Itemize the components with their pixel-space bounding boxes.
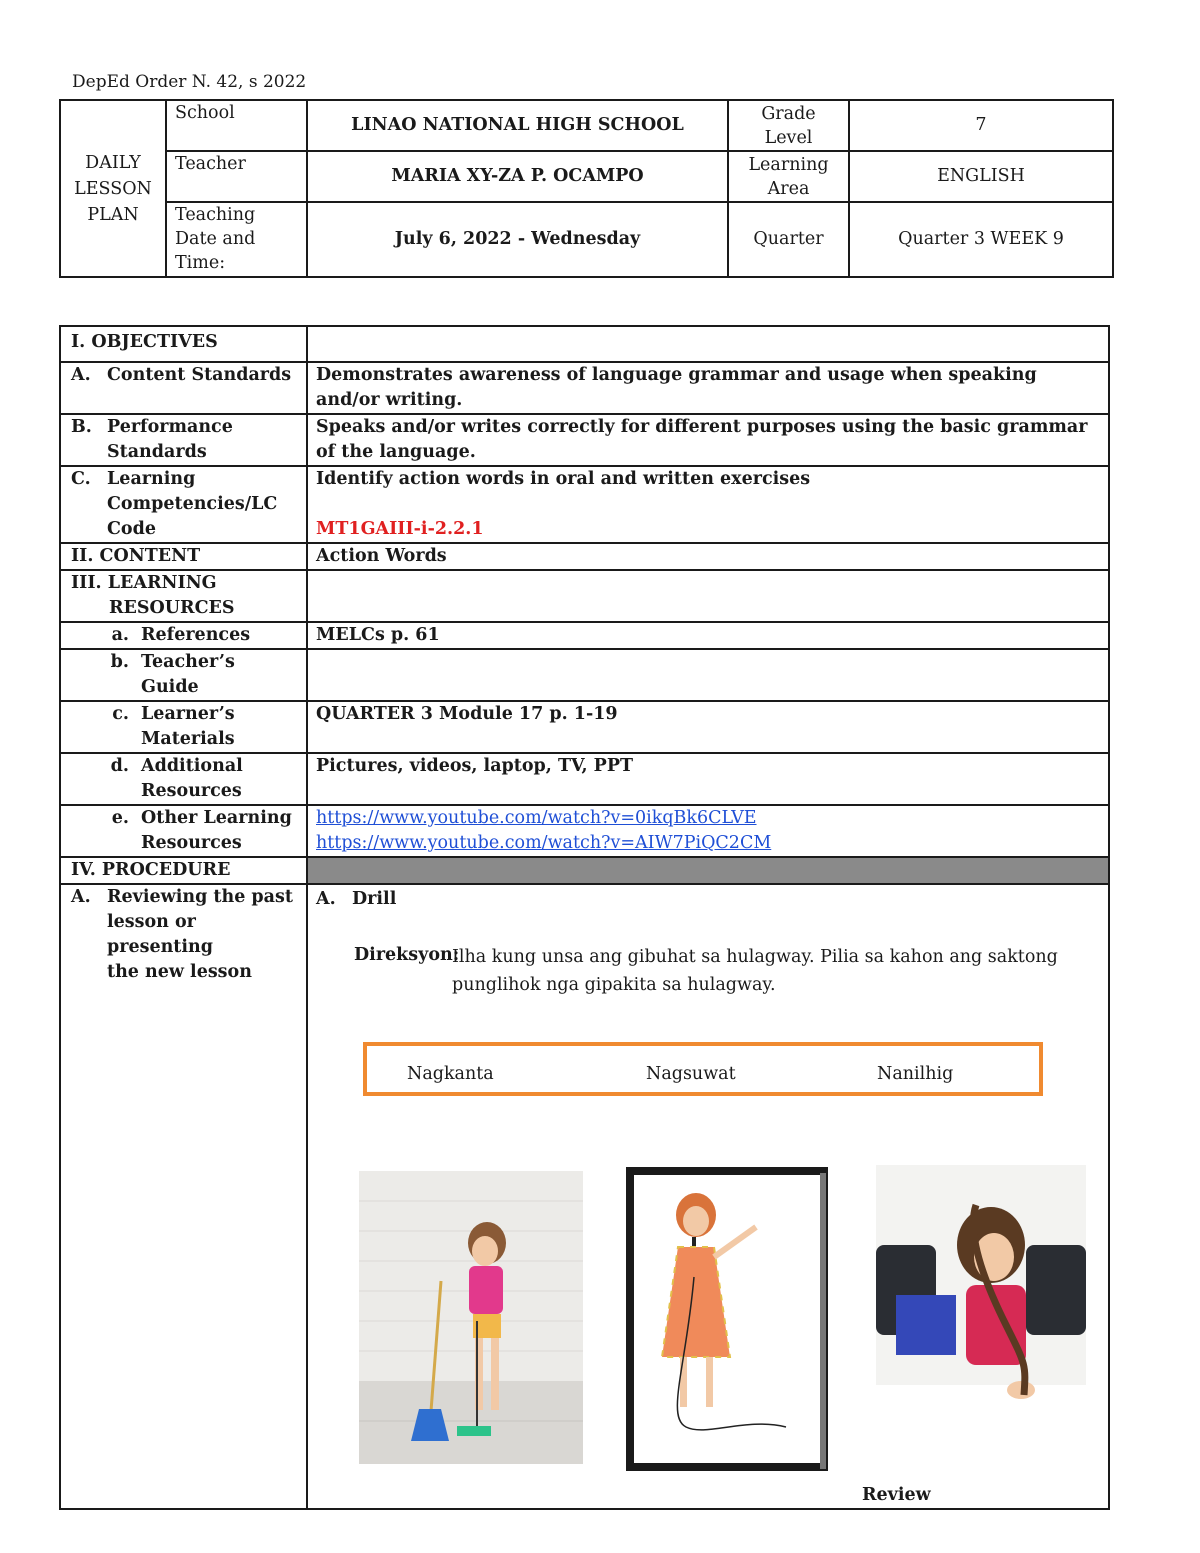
- drill-heading: A. Drill: [316, 889, 397, 909]
- school-value: LINAO NATIONAL HIGH SCHOOL: [307, 100, 728, 151]
- singing-girl-picture: [626, 1167, 828, 1471]
- teaching-date-value: July 6, 2022 - Wednesday: [307, 202, 728, 277]
- direction-label: Direksyon:: [354, 945, 460, 965]
- teaching-date-label: Teaching Date and Time:: [166, 202, 307, 277]
- choices-box: [363, 1042, 1043, 1096]
- deped-order: DepEd Order N. 42, s 2022: [72, 72, 307, 92]
- choice-word: Nanilhig: [877, 1064, 954, 1084]
- additional-resources-label: d. Additional Resources: [60, 753, 307, 805]
- sweeping-girl-picture: [359, 1171, 583, 1464]
- additional-resources-text: Pictures, videos, laptop, TV, PPT: [307, 753, 1109, 805]
- lesson-plan-table: [59, 325, 1110, 1510]
- other-resources-label: e. Other Learning Resources: [60, 805, 307, 857]
- teacher-value: MARIA XY-ZA P. OCAMPO: [307, 151, 728, 202]
- objectives-heading: I. OBJECTIVES: [60, 326, 307, 362]
- other-resources-links: [307, 805, 1109, 857]
- learning-competencies-label: C. Learning Competencies/LC Code: [60, 466, 307, 543]
- quarter-label: Quarter: [728, 202, 849, 277]
- choice-word: Nagsuwat: [646, 1064, 736, 1084]
- learners-materials-label: c. Learner’s Materials: [60, 701, 307, 753]
- direction-text: Ilha kung unsa ang gibuhat sa hulagway. Pilia sa kahon ang saktong punglihok nga gipakita sa hulagway.: [452, 947, 1058, 995]
- reviewing-lesson-label: A. Reviewing the past lesson or presenting the new lesson: [60, 884, 307, 1509]
- choice-word: Nagkanta: [407, 1064, 494, 1084]
- content-standards-text: Demonstrates awareness of language grammar and usage when speaking and/or writing.: [307, 362, 1109, 414]
- grade-level-value: 7: [849, 100, 1113, 151]
- teachers-guide-value: [307, 649, 1109, 701]
- grade-level-label: Grade Level: [728, 100, 849, 151]
- learning-area-label: Learning Area: [728, 151, 849, 202]
- content-text: Action Words: [307, 543, 1109, 570]
- school-label: School: [166, 100, 307, 151]
- learning-area-value: ENGLISH: [849, 151, 1113, 202]
- quarter-value: Quarter 3 WEEK 9: [849, 202, 1113, 277]
- learning-resources-value: [307, 570, 1109, 622]
- performance-standards-text: Speaks and/or writes correctly for different purposes using the basic grammar of the language.: [307, 414, 1109, 466]
- teacher-label: Teacher: [166, 151, 307, 202]
- youtube-link-2[interactable]: https://www.youtube.com/watch?v=AIW7PiQC2CM: [316, 833, 772, 853]
- header-table: [59, 99, 1114, 278]
- teachers-guide-label: b. Teacher’s Guide: [60, 649, 307, 701]
- review-label: Review: [862, 1485, 931, 1505]
- direction: [354, 943, 1074, 995]
- youtube-link-1[interactable]: https://www.youtube.com/watch?v=0ikqBk6CLVE: [316, 808, 757, 828]
- objectives-value: [307, 326, 1109, 362]
- lc-code: MT1GAIII-i-2.2.1: [316, 519, 484, 539]
- content-standards-label: A. Content Standards: [60, 362, 307, 414]
- learners-materials-text: QUARTER 3 Module 17 p. 1-19: [307, 701, 1109, 753]
- procedure-heading: IV. PROCEDURE: [60, 857, 307, 884]
- writing-girl-picture: [876, 1165, 1086, 1455]
- references-text: MELCs p. 61: [307, 622, 1109, 649]
- performance-standards-label: B. Performance Standards: [60, 414, 307, 466]
- drill-cell: [307, 884, 1109, 1509]
- learning-competencies-text: Identify action words in oral and written exercises MT1GAIII-i-2.2.1: [307, 466, 1109, 543]
- procedure-shaded-cell: [307, 857, 1109, 884]
- references-label: a. References: [60, 622, 307, 649]
- learning-resources-heading: III. LEARNING RESOURCES: [60, 570, 307, 622]
- daily-lesson-plan-label: DAILY LESSON PLAN: [60, 100, 166, 277]
- content-heading: II. CONTENT: [60, 543, 307, 570]
